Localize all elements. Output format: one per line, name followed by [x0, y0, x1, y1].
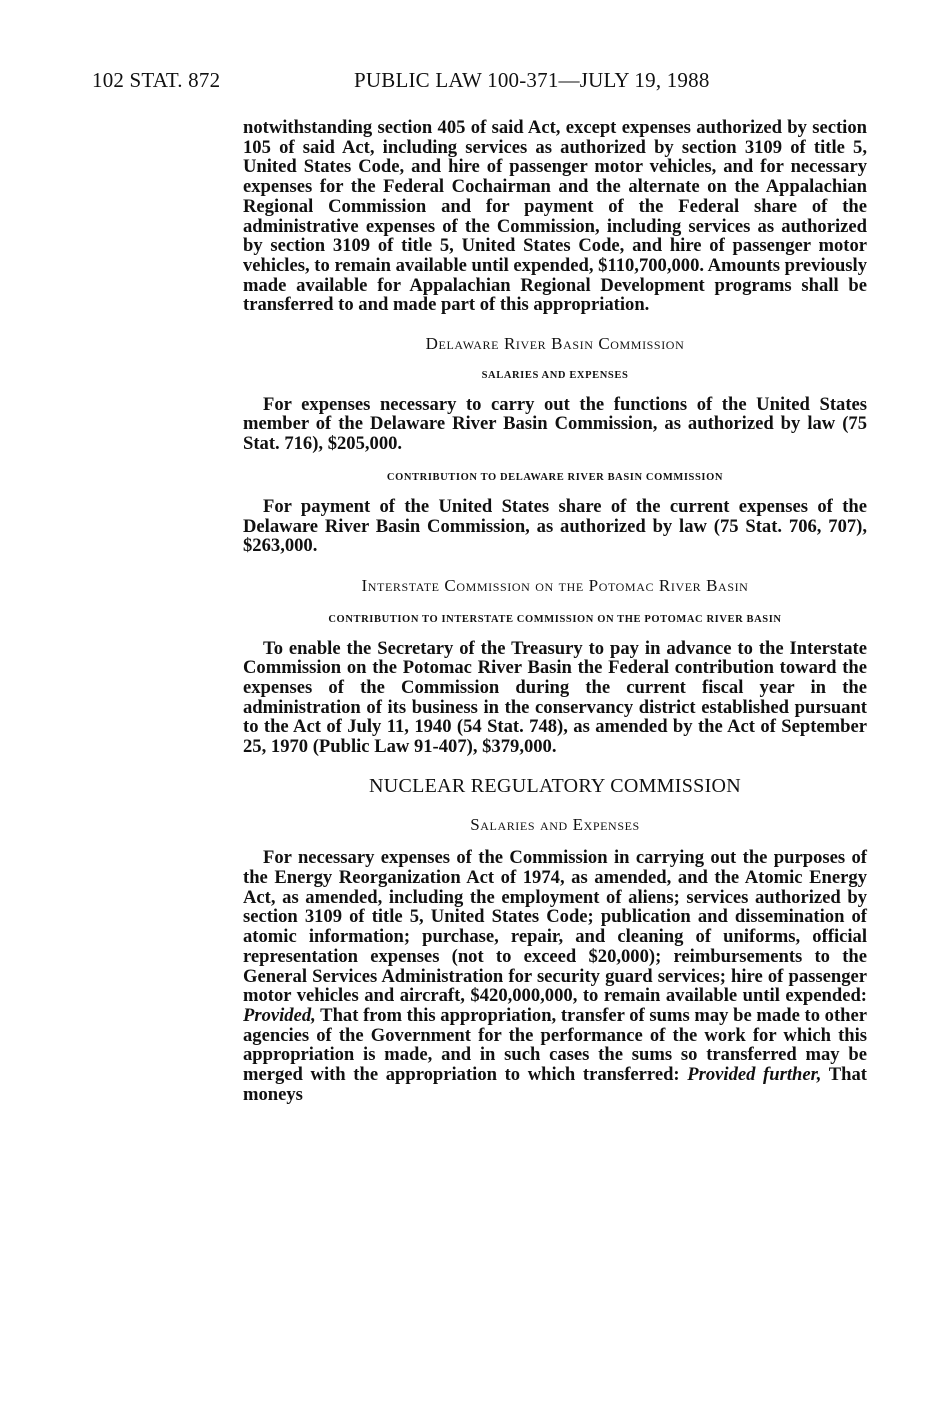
running-head [92, 68, 872, 98]
drbc-salaries-heading: SALARIES AND EXPENSES [481, 369, 629, 381]
nrc-text-1: For necessary expenses of the Commission in carrying out the purposes of the Energy Reorganization Act of 1974, as amended, and the Atomic Energy Act, as amended, including the employment of aliens; services authorized by section 3109 of title 5, United States Code; publication and dissemination of atomic information; purchase, repair, and cleaning of uniforms, official representation expenses (not to exceed $20,000); reimbursements to the General Services Administration for security guard services; hire of passenger motor vehicles and aircraft, $420,000,000, to remain available until expended: [243, 847, 867, 1007]
nrc-salaries-heading: Salaries and Expenses [470, 814, 640, 834]
nrc-heading: NUCLEAR REGULATORY COMMISSION [368, 774, 742, 797]
drbc-contribution-heading: CONTRIBUTION TO DELAWARE RIVER BASIN COMMISSION [386, 471, 724, 483]
document-body [243, 118, 867, 1104]
drbc-salaries-paragraph: For expenses necessary to carry out the functions of the United States member of the Delaware River Basin Commission, as authorized by law (75 Stat. 716), $205,000. [243, 393, 867, 455]
nrc-text-2: That from this appropriation, transfer of sums may be made to other agencies of the Government for the performance of the work for which this appropriation is made, and in such cases the sums so transferred may be merged with the appropriation to which transferred: [243, 1004, 868, 1086]
nrc-proviso-2: Provided further, [687, 1064, 822, 1086]
icprb-contribution-heading: CONTRIBUTION TO INTERSTATE COMMISSION ON THE POTOMAC RIVER BASIN [328, 613, 782, 625]
page-folio: 102 STAT. 872 [92, 68, 221, 92]
icprb-paragraph: To enable the Secretary of the Treasury to pay in advance to the Interstate Commission on the Potomac River Basin the Federal contribution toward the expenses of the Commission during the current fiscal year in the administration of its business in the conservancy district established pursuant to the Act of July 11, 1940 (54 Stat. 748), as amended by the Act of September 25, 1970 (Public Law 91-407), $379,000. [243, 637, 867, 758]
drbc-contribution-paragraph: For payment of the United States share of the current expenses of the Delaware River Basin Commission, as authorized by law (75 Stat. 706, 707), $263,000. [243, 495, 867, 557]
nrc-text-3: That moneys [243, 1064, 867, 1105]
drbc-heading: Delaware River Basin Commission [425, 334, 685, 354]
page-header-title: PUBLIC LAW 100-371—JULY 19, 1988 [354, 68, 710, 92]
nrc-paragraph [243, 848, 867, 1104]
icprb-heading: Interstate Commission on the Potomac River Basin [361, 575, 749, 595]
intro-paragraph: notwithstanding section 405 of said Act, except expenses authorized by section 105 of said Act, including services as authorized by section 3109 of title 5, United States Code, and hire of passenger motor vehicles, and for necessary expenses for the Federal Cochairman and the alternate on the Appalachian Regional Commission and for payment of the Federal share of the administrative expenses of the Commission, including services as authorized by section 3109 of title 5, United States Code, and hire of passenger motor vehicles, to remain available until expended, $110,700,000. Amounts previously made available for Appalachian Regional Development programs shall be transferred to and made part of this appropriation. [243, 117, 867, 316]
nrc-proviso-1: Provided, [243, 1004, 316, 1026]
